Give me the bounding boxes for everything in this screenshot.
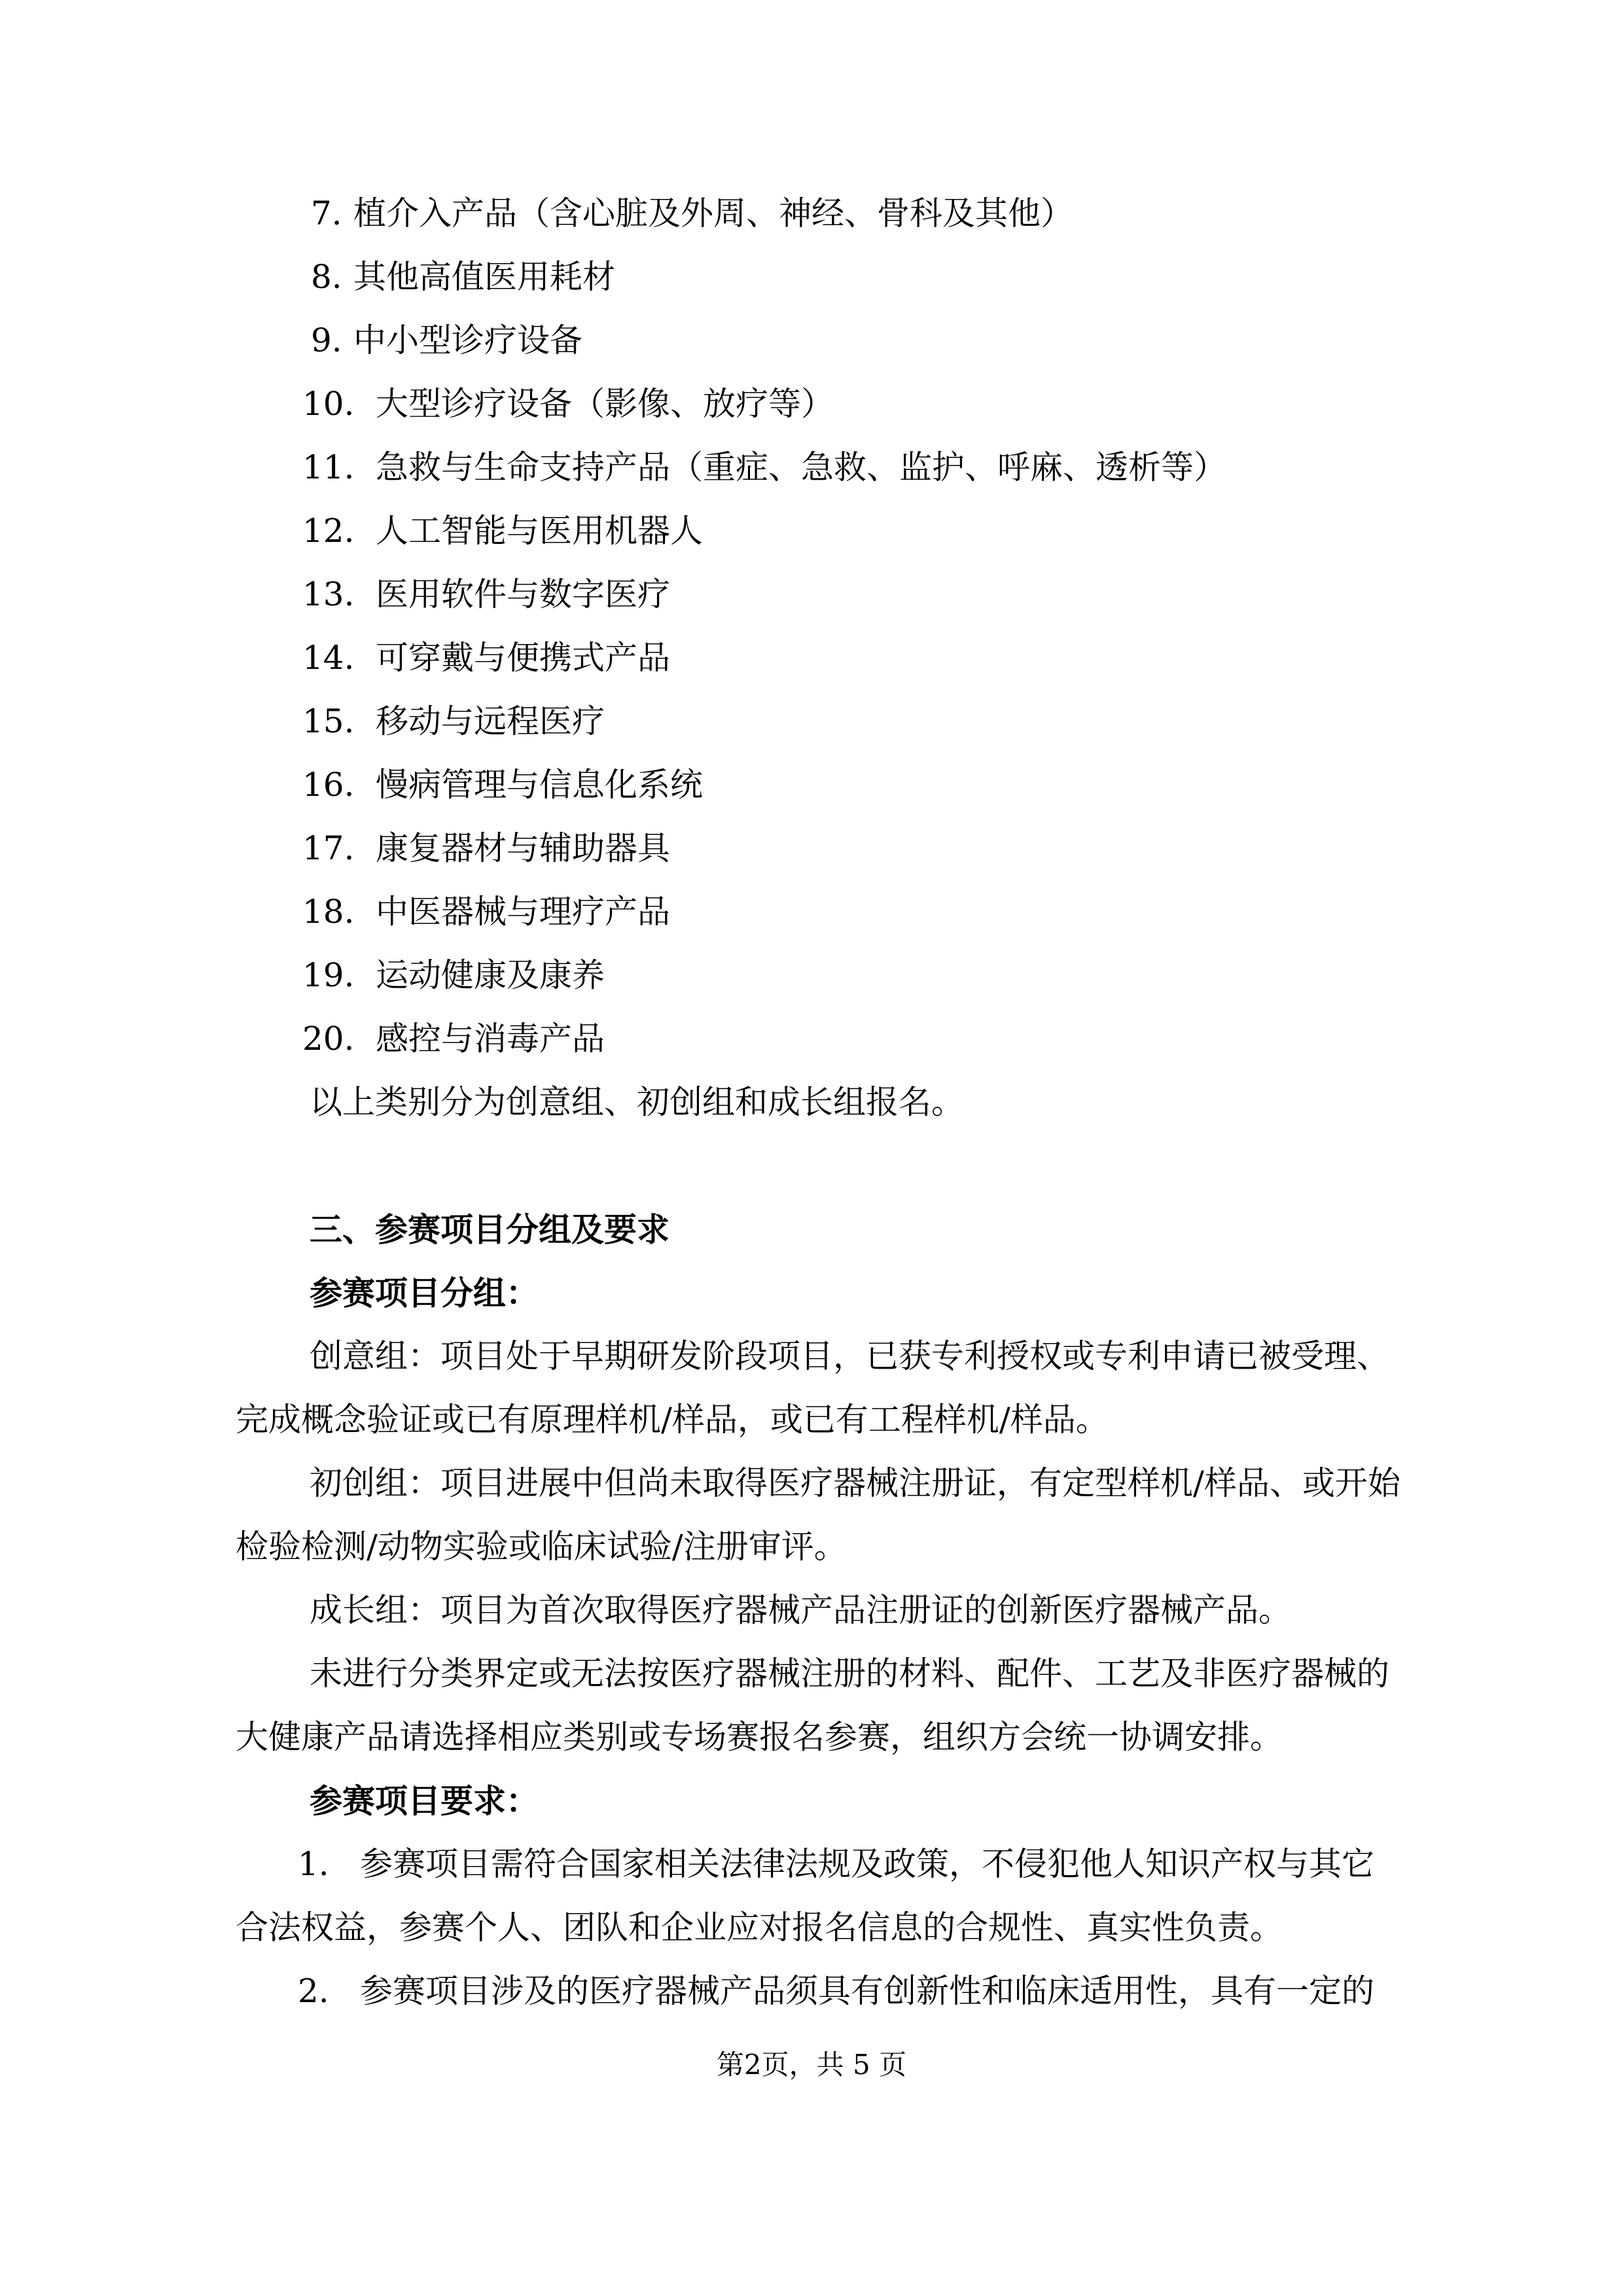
subheading-requirements: 参赛项目要求：: [310, 1782, 539, 1820]
requirement-1-line-1: [236, 1833, 1389, 1896]
list-item-17: [236, 817, 1389, 880]
list-item-text: 植介入产品（含心脏及外周、神经、骨科及其他）: [353, 194, 1073, 232]
list-item-16: [236, 753, 1389, 817]
paragraph-creative-line-1: 创意组：项目处于早期研发阶段项目，已获专利授权或专利申请已被受理、: [310, 1337, 1389, 1375]
requirement-1-line-2: 合法权益，参赛个人、团队和企业应对报名信息的合规性、真实性负责。: [236, 1909, 1283, 1946]
paragraph-startup-line-1: 初创组：项目进展中但尚未取得医疗器械注册证，有定型样机/样品、或开始: [310, 1464, 1400, 1502]
list-item-13: [236, 563, 1389, 626]
closing-sentence: 以上类别分为创意组、初创组和成长组报名。: [310, 1083, 964, 1121]
list-item-text: 可穿戴与便携式产品: [376, 639, 670, 677]
list-number: 9.: [311, 321, 342, 359]
page-footer: 第2页，共 5 页: [716, 2049, 907, 2081]
list-number: 15.: [302, 702, 355, 740]
list-number: 8.: [311, 258, 342, 296]
list-item-text: 大型诊疗设备（影像、放疗等）: [376, 385, 834, 423]
list-item-19: [236, 944, 1389, 1007]
requirement-number: 2.: [298, 1972, 329, 2010]
list-item-text: 运动健康及康养: [376, 956, 605, 994]
requirement-number: 1.: [298, 1845, 329, 1883]
list-item-7: [236, 182, 1389, 245]
list-item-10: [236, 372, 1389, 436]
requirement-2-line-1: [236, 1960, 1389, 2023]
list-item-20: [236, 1007, 1389, 1071]
list-item-text: 感控与消毒产品: [376, 1020, 605, 1058]
paragraph-creative-line-2: 完成概念验证或已有原理样机/样品，或已有工程样机/样品。: [236, 1401, 1109, 1439]
list-item-text: 中医器械与理疗产品: [376, 893, 670, 931]
list-number: 19.: [302, 956, 355, 994]
list-item-18: [236, 880, 1389, 944]
list-number: 10.: [302, 385, 355, 423]
list-number: 7.: [311, 194, 342, 232]
list-item-8: [236, 245, 1389, 309]
list-item-text: 移动与远程医疗: [376, 702, 605, 740]
requirement-text: 参赛项目涉及的医疗器械产品须具有创新性和临床适用性，具有一定的: [360, 1972, 1374, 2010]
blank-line: [236, 1134, 1389, 1198]
requirement-text: 参赛项目需符合国家相关法律法规及政策，不侵犯他人知识产权与其它: [360, 1845, 1374, 1883]
document-body: [236, 182, 1400, 2023]
paragraph-growth: 成长组：项目为首次取得医疗器械产品注册证的创新医疗器械产品。: [310, 1591, 1291, 1629]
list-number: 12.: [302, 512, 355, 550]
list-item-text: 医用软件与数字医疗: [376, 575, 670, 613]
list-number: 14.: [302, 639, 355, 677]
list-number: 16.: [302, 766, 355, 804]
list-number: 17.: [302, 829, 355, 867]
list-number: 13.: [302, 575, 355, 613]
paragraph-note-line-2: 大健康产品请选择相应类别或专场赛报名参赛，组织方会统一协调安排。: [236, 1718, 1283, 1756]
paragraph-startup-line-2: 检验检测/动物实验或临床试验/注册审评。: [236, 1528, 847, 1566]
list-item-text: 其他高值医用耗材: [353, 258, 615, 296]
subheading-grouping: 参赛项目分组：: [310, 1274, 539, 1312]
list-item-text: 人工智能与医用机器人: [376, 512, 703, 550]
list-item-15: [236, 690, 1389, 753]
list-item-9: [236, 309, 1389, 372]
list-item-11: [236, 436, 1389, 499]
list-item-text: 慢病管理与信息化系统: [376, 766, 703, 804]
list-item-text: 中小型诊疗设备: [353, 321, 582, 359]
section-heading: 三、参赛项目分组及要求: [310, 1210, 669, 1249]
list-number: 18.: [302, 893, 355, 931]
paragraph-note-line-1: 未进行分类界定或无法按医疗器械注册的材料、配件、工艺及非医疗器械的: [310, 1655, 1389, 1693]
list-number: 11.: [302, 448, 355, 486]
list-number: 20.: [302, 1020, 355, 1058]
list-item-12: [236, 499, 1389, 563]
list-item-text: 急救与生命支持产品（重症、急救、监护、呼麻、透析等）: [376, 448, 1226, 486]
list-item-14: [236, 626, 1389, 690]
list-item-text: 康复器材与辅助器具: [376, 829, 670, 867]
